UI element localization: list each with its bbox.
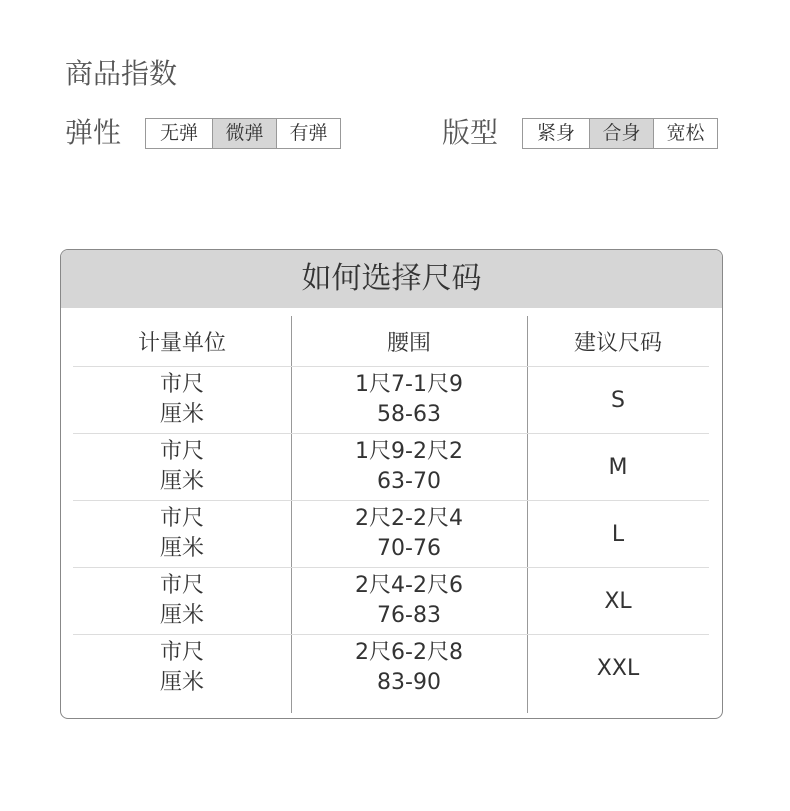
- unit-cm: 厘米: [159, 402, 204, 427]
- waist-shichi: 2尺4-2尺6: [355, 573, 463, 598]
- waist-shichi: 2尺6-2尺8: [355, 640, 463, 665]
- size-table: [73, 316, 709, 701]
- size-guide-title: 如何选择尺码: [61, 250, 722, 308]
- unit-shichi: 市尺: [159, 372, 204, 397]
- size-guide-card: [60, 249, 723, 719]
- fit-options: [522, 118, 718, 149]
- elasticity-label: 弹性: [65, 116, 122, 149]
- fit-index: [442, 114, 718, 152]
- fit-label: 版型: [442, 116, 499, 149]
- elasticity-index: [65, 114, 341, 152]
- unit-shichi: 市尺: [159, 573, 204, 598]
- unit-cm: 厘米: [159, 670, 204, 695]
- waist-cm: 58-63: [377, 402, 441, 427]
- recommended-size: M: [608, 454, 628, 480]
- recommended-size: L: [611, 521, 625, 547]
- recommended-size: S: [611, 387, 625, 413]
- table-header-row: [73, 316, 709, 367]
- recommended-size: XL: [604, 588, 632, 614]
- waist-cm: 63-70: [377, 469, 441, 494]
- fit-option-regular: 合身: [589, 119, 653, 148]
- unit-cm: 厘米: [159, 469, 204, 494]
- table-row: [73, 434, 709, 501]
- unit-cm: 厘米: [159, 536, 204, 561]
- column-header-unit: 计量单位: [137, 330, 226, 356]
- elasticity-option-none: 无弹: [146, 119, 212, 148]
- recommended-size: XXL: [596, 655, 640, 681]
- table-row: [73, 501, 709, 568]
- section-title: 商品指数: [65, 57, 178, 90]
- table-row: [73, 367, 709, 434]
- waist-cm: 83-90: [377, 670, 441, 695]
- unit-shichi: 市尺: [159, 439, 204, 464]
- waist-cm: 70-76: [377, 536, 441, 561]
- unit-shichi: 市尺: [159, 640, 204, 665]
- waist-shichi: 1尺9-2尺2: [355, 439, 463, 464]
- waist-cm: 76-83: [377, 603, 441, 628]
- elasticity-options: [145, 118, 341, 149]
- table-row: [73, 635, 709, 701]
- column-header-waist: 腰围: [386, 330, 431, 356]
- elasticity-option-stretch: 有弹: [276, 119, 340, 148]
- waist-shichi: 2尺2-2尺4: [355, 506, 463, 531]
- table-row: [73, 568, 709, 635]
- fit-option-slim: 紧身: [523, 119, 589, 148]
- column-header-size: 建议尺码: [573, 330, 662, 356]
- unit-cm: 厘米: [159, 603, 204, 628]
- elasticity-option-slight: 微弹: [212, 119, 276, 148]
- fit-option-loose: 宽松: [653, 119, 717, 148]
- unit-shichi: 市尺: [159, 506, 204, 531]
- waist-shichi: 1尺7-1尺9: [355, 372, 463, 397]
